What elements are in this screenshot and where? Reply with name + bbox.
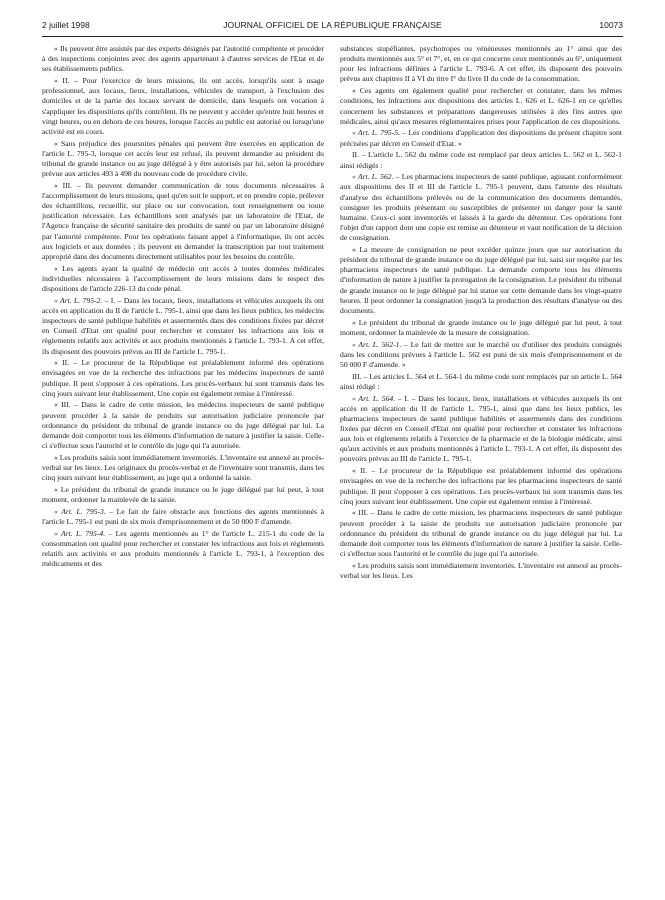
paragraph-text: substances stupéfiantes, psychotropes ou vénéneuses mentionnés au 1° ainsi que des produits mentionnés aux 5° et 7°, et, en ce qui concerne ceux mentionnés au 6°, uniquement pour les infractions définies à l'article L. 793-6. A cet effet, ils disposent des pouvoirs prévus aux chapitres II à VI du titre I° du livre II du code de la consommation. xyxy=(340,44,622,84)
paragraph xyxy=(42,485,324,505)
article-reference: « Art. L. 795-3. xyxy=(54,506,106,516)
issue-date: 2 juillet 1998 xyxy=(42,20,90,30)
paragraph-text: « Les produits saisis sont immédiatement inventoriés. L'inventaire est annexé au procès-verbal sur les lieux. Les originaux du procès-verbal et de l'inventaire sont transmis, dans les cinq jours suivant leur établissement, au juge qui a ordonné la saisie. xyxy=(42,452,324,483)
paragraph-text: « Sans préjudice des poursuites pénales qui peuvent être exercées en application de l'article L. 795-3, lorsque cet accès leur est refusé, ils peuvent demander au président du tribunal de grande instance ou au juge délégué à y être autorisés par lui, selon la procédure prévue aux articles 493 à 498 du nouveau code de procédure civile. xyxy=(42,138,324,179)
paragraph-text: « II. – Le procureur de la République est préalablement informé des opérations envisagées en vue de la recherche des infractions par les pharmaciens inspecteurs de santé publique. Il peut s'opposer à ces opérations. Les procès-verbaux lui sont transmis dans les cinq jours suivant leur établissement. Une copie est également remise à l'intéressé. xyxy=(340,466,622,506)
paragraph-text: « III. – Dans le cadre de cette mission, les médecins inspecteurs de santé publique peuvent procéder à la saisie de produits sur autorisation judiciaire prononcée par ordonnance du président du tribunal de grande instance ou du juge délégué par lui. La demande doit comporter tous les éléments d'information de nature à justifier la saisie. Celle-ci s'effectue sous l'autorité et le contrôle du juge qui l'a autorisée. xyxy=(42,400,324,451)
paragraph xyxy=(340,340,622,370)
paragraph-text: – Le fait de mettre sur le marché ou d'utiliser des produits consignés dans les conditions prévues à l'article L. 562 est puni de six mois d'emprisonnement et de 50 000 F d'amende. » xyxy=(340,339,622,369)
paragraph xyxy=(42,400,324,451)
paragraph xyxy=(340,372,622,392)
paragraph-text: « Les agents ayant la qualité de médecin ont accès à toutes données médicales individuelles nécessaires à l'accomplissement de leurs missions dans le respect des dispositions de l'article 226-13 du code pénal. xyxy=(42,263,324,293)
paragraph-text: « III. – Dans le cadre de cette mission, les pharmaciens inspecteurs de santé publique peuvent procéder à la saisie de produits sur autorisation judiciaire prononcée par ordonnance du président du tribunal de grande instance ou du juge délégué par lui. La demande doit comporter tous les éléments d'information de nature à justifier la saisie. Celle-ci s'effectue sous l'autorité et le contrôle du juge qui l'a autorisée. xyxy=(340,508,622,559)
paragraph-text: – I. – Dans les locaux, lieux, installations et véhicules auxquels ils ont accès en application du II de l'article L. 795-1, ainsi que dans les lieux publics, les médecins inspecteurs de santé publique habilités et assermentés dans des conditions fixées par décret en Conseil d'Etat ont qualité pour rechercher et constater les infractions aux lois et règlements relatifs aux activités et aux produits mentionnés à l'article L. 793-1. A cet effet, ils disposent des pouvoirs prévus au III de l'article L. 795-1. xyxy=(42,295,324,356)
paragraph xyxy=(42,507,324,527)
paragraph xyxy=(340,466,622,507)
paragraph xyxy=(42,139,324,180)
paragraph xyxy=(340,44,622,85)
paragraph-text: II. – L'article L. 562 du même code est remplacé par deux articles L. 562 et L. 562-1 ainsi rédigés : xyxy=(340,150,622,170)
running-header xyxy=(42,20,623,34)
paragraph-text: – I. – Dans les locaux, lieux, installations et véhicules auxquels ils ont accès en application du II de l'article L. 795-1, ainsi que dans les lieux publics, les pharmaciens inspecteurs de santé publique habilités et assermentés dans des conditions fixées par décret en Conseil d'Etat ont qualité pour rechercher et constater les infractions aux lois et règlements relatifs à l'exercice de la pharmacie et de la biologie médicale, ainsi qu'aux activités et aux produits mentionnés à l'article L. 793-1. A cet effet, ils disposent des pouvoirs prévus au III de l'article L. 795-1. xyxy=(340,393,622,464)
paragraph-text: « III. – Ils peuvent demander communication de tous documents nécessaires à l'accomplissement de leurs missions, quel qu'en soit le support, et en prendre copie, prélever des échantillons, recueillir, sur place ou sur convocation, tout renseignement ou toute justification nécessaire. Les échantillons sont analysés par un laboratoire de l'Etat, de l'Agence française de sécurité sanitaire des produits de santé ou par un laboratoire désigné par l'autorité compétente. Pour les opérations faisant appel à l'informatique, ils ont accès aux logiciels et aux données ; ils peuvent en demander la transcription par tout traitement approprié dans des documents directement utilisables pour les besoins du contrôle. xyxy=(42,180,324,261)
paragraph-text: « II. – Le procureur de la République est préalablement informé des opérations envisagées en vue de la recherche des infractions par les médecins inspecteurs de santé publique. Il peut s'opposer à ces opérations. Les procès-verbaux lui sont transmis dans les cinq jours suivant leur établissement. Une copie est également remise à l'intéressé. xyxy=(42,358,324,398)
paragraph xyxy=(42,453,324,483)
paragraph xyxy=(42,44,324,74)
paragraph-text: « Le président du tribunal de grande instance ou le juge délégué par lui peut, à tout moment, ordonner la mainlevée de la saisie. xyxy=(42,484,324,505)
paragraph xyxy=(42,76,324,137)
header-rule xyxy=(42,36,623,37)
journal-title: JOURNAL OFFICIEL DE LA RÉPUBLIQUE FRANÇAISE xyxy=(223,20,442,30)
paragraph xyxy=(340,394,622,465)
paragraph-text: « II. – Pour l'exercice de leurs missions, ils ont accès, lorsqu'ils sont à usage professionnel, aux locaux, lieux, installations, véhicules de transport, à l'exclusion des domiciles et de la partie des locaux servant de domicile, dans lesquels ont vocation à s'appliquer les dispositions qu'ils contrôlent. Ils ne peuvent y accéder qu'entre huit heures et vingt heures, ou en dehors de ces heures, lorsque l'accès au public est autorisé ou lorsqu'une activité est en cours. xyxy=(42,76,324,136)
paragraph xyxy=(340,128,622,148)
paragraph-text: – Les conditions d'application des dispositions du présent chapitre sont précisées par décret en Conseil d'Etat. » xyxy=(340,128,622,148)
paragraph-text: III. – Les articles L. 564 et L. 564-1 du même code sont remplacés par un article L. 564 ainsi rédigé : xyxy=(340,371,622,391)
paragraph-text: – Les agents mentionnés au 1° de l'article L. 215-1 du code de la consommation ont qualité pour rechercher et constater les infractions aux lois et règlements relatifs aux activités et aux produits mentionnés à l'article L. 793-1, à l'exception des médicaments et des xyxy=(42,528,324,569)
paragraph xyxy=(42,264,324,294)
paragraph-text: « La mesure de consignation ne peut excéder quinze jours que sur autorisation du président du tribunal de grande instance ou du juge délégué par lui, saisi sur requête par les pharmaciens inspecteurs de santé publique. La demande comporte tous les éléments d'information de nature à justifier la prorogation de la consignation. Le président du tribunal de grande instance ou le juge délégué par lui statue sur cette demande dans les vingt-quatre heures. Il peut ordonner la consignation jusqu'à la production des résultats d'analyse ou des documents. xyxy=(340,244,622,315)
article-reference: « Art. L. 562. xyxy=(352,172,394,182)
paragraph xyxy=(340,86,622,127)
paragraph-text: « Les produits saisis sont immédiatement inventoriés. L'inventaire est annexé au procès-verbal sur les lieux. Les xyxy=(340,560,622,580)
paragraph xyxy=(42,358,324,399)
page-number: 10073 xyxy=(599,20,623,30)
paragraph-text: – Les pharmaciens inspecteurs de santé publique, agissant conformément aux dispositions des II et III de l'article L. 795-1 peuvent, dans l'attente des résultats d'analyse des échantillons prélevés ou de la communication des documents demandés, consigner les produits présentant ou susceptibles de présenter un danger pour la santé humaine. Ceux-ci sont inventoriés et laissés à la garde du détenteur. Ces opérations font l'objet d'un rapport dont une copie est remise au détenteur et vaut notification de la décision de consignation. xyxy=(340,172,622,243)
paragraph xyxy=(42,296,324,357)
article-reference: « Art. L. 795-2. xyxy=(54,295,103,305)
left-column xyxy=(42,44,324,896)
article-reference: « Art. L. 795-5. xyxy=(352,128,400,138)
paragraph xyxy=(340,245,622,316)
paragraph xyxy=(340,508,622,559)
paragraph-text: – Le fait de faire obstacle aux fonctions des agents mentionnés à l'article L. 795-1 est puni de six mois d'emprisonnement et de 50 000 F d'amende. xyxy=(42,506,324,526)
article-reference: « Art. L. 564. xyxy=(352,393,396,403)
paragraph xyxy=(42,181,324,262)
paragraph-text: « Ils peuvent être assistés par des experts désignés par l'autorité compétente et procéder à des inspections conjointes avec des agents appartenant à d'autres services de l'Etat et de ses établissements publics. xyxy=(42,44,324,74)
paragraph xyxy=(340,150,622,170)
paragraph xyxy=(42,529,324,570)
paragraph xyxy=(340,561,622,581)
right-column xyxy=(340,44,622,896)
paragraph xyxy=(340,172,622,243)
article-reference: « Art. L. 562-1. xyxy=(352,339,402,349)
paragraph-text: « Le président du tribunal de grande instance ou le juge délégué par lui peut, à tout moment, ordonner la mainlevée de la mesure de consignation. xyxy=(340,317,622,337)
paragraph xyxy=(340,318,622,338)
article-reference: « Art. L. 795-4. xyxy=(54,528,106,538)
paragraph-text: « Ces agents ont également qualité pour rechercher et constater, dans les mêmes conditions, les infractions aux dispositions des articles L. 626 et L. 626-1 en ce qu'elles concernent les substances et préparations dangereuses utilisées à des fins autres que médicales, ainsi qu'aux mesures réglementaires prises pour l'application de ces dispositions. xyxy=(340,86,622,126)
